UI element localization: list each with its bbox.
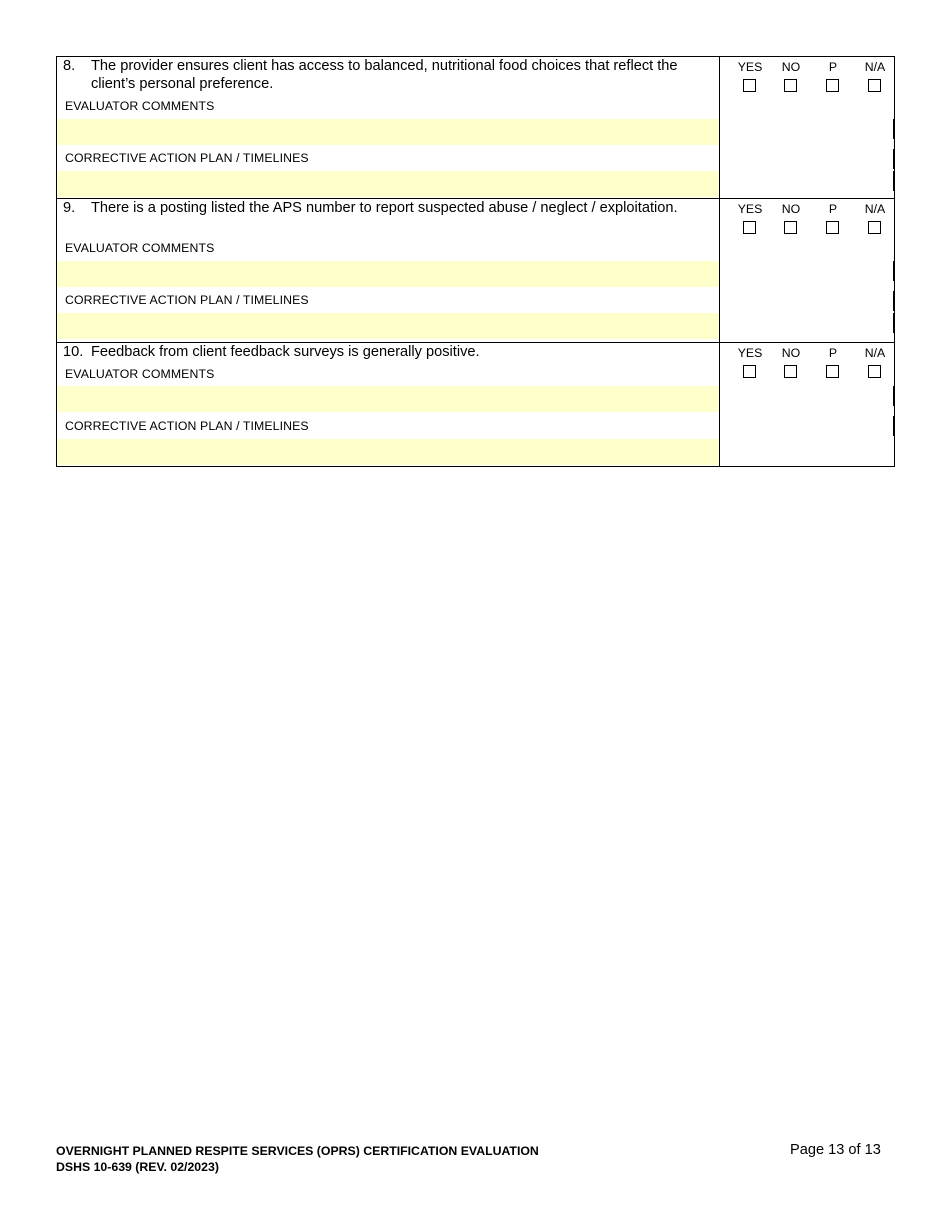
evaluator-comments-label: EVALUATOR COMMENTS [65,241,215,255]
no-checkbox[interactable] [784,221,797,234]
option-label-na: N/A [864,60,886,74]
p-checkbox[interactable] [826,79,839,92]
row-tick [893,119,895,139]
page-number: Page 13 of 13 [790,1142,881,1158]
evaluator-comments-field[interactable] [57,119,719,145]
question-item-9 [56,199,895,343]
na-checkbox[interactable] [868,221,881,234]
option-label-yes: YES [737,346,763,360]
question-number: 8. [63,58,76,74]
option-label-p: P [828,60,838,74]
option-label-yes: YES [737,60,763,74]
corrective-action-label: CORRECTIVE ACTION PLAN / TIMELINES [65,419,309,433]
row-tick [893,416,895,436]
option-label-p: P [828,346,838,360]
yes-checkbox[interactable] [743,365,756,378]
p-checkbox[interactable] [826,221,839,234]
corrective-action-label: CORRECTIVE ACTION PLAN / TIMELINES [65,293,309,307]
evaluator-comments-field[interactable] [57,386,719,412]
no-checkbox[interactable] [784,79,797,92]
question-item-10 [56,343,895,467]
yes-checkbox[interactable] [743,221,756,234]
corrective-action-field[interactable] [57,171,719,197]
question-number: 9. [63,200,76,216]
question-text-block [63,57,703,93]
p-checkbox[interactable] [826,365,839,378]
row-tick [893,386,895,406]
na-checkbox[interactable] [868,79,881,92]
corrective-action-label: CORRECTIVE ACTION PLAN / TIMELINES [65,151,309,165]
column-divider [719,57,720,198]
column-divider [719,199,720,342]
yes-checkbox[interactable] [743,79,756,92]
option-label-na: N/A [864,346,886,360]
question-text-block [63,199,703,217]
no-checkbox[interactable] [784,365,797,378]
row-tick [893,291,895,311]
option-label-na: N/A [864,202,886,216]
evaluator-comments-label: EVALUATOR COMMENTS [65,99,215,113]
question-text-block [63,343,703,361]
evaluation-form [56,56,895,467]
footer-form-code: DSHS 10-639 (REV. 02/2023) [56,1160,219,1174]
column-divider [719,343,720,466]
row-tick [893,171,895,191]
row-tick [893,313,895,333]
option-label-no: NO [781,202,801,216]
question-number: 10. [63,344,84,360]
option-label-no: NO [781,346,801,360]
question-text: There is a posting listed the APS number to report suspected abuse / neglect / exploitation. [91,200,678,216]
option-label-p: P [828,202,838,216]
question-text: The provider ensures client has access to balanced, nutritional food choices that reflect the client’s personal preference. [91,58,678,92]
question-item-8 [56,56,895,199]
option-label-no: NO [781,60,801,74]
corrective-action-field[interactable] [57,313,719,339]
footer-form-title: OVERNIGHT PLANNED RESPITE SERVICES (OPRS) CERTIFICATION EVALUATION [56,1144,539,1158]
corrective-action-field[interactable] [57,439,719,465]
na-checkbox[interactable] [868,365,881,378]
option-label-yes: YES [737,202,763,216]
question-text: Feedback from client feedback surveys is generally positive. [91,344,480,360]
row-tick [893,261,895,281]
evaluator-comments-label: EVALUATOR COMMENTS [65,367,215,381]
row-tick [893,149,895,169]
evaluator-comments-field[interactable] [57,261,719,287]
